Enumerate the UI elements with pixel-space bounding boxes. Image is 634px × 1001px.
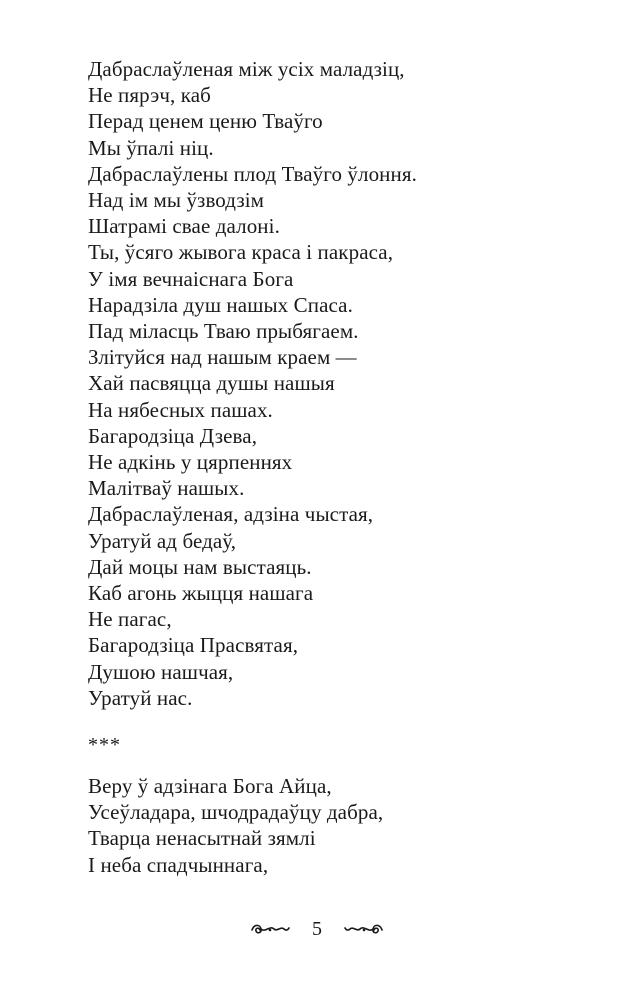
poem-line: Пад міласць Тваю прыбягаем. <box>88 319 359 344</box>
poem-line: Злітуйся над нашым краем — <box>88 345 357 370</box>
poem-line: Не пярэч, каб <box>88 83 211 108</box>
poem-line: Мы ўпалі ніц. <box>88 135 214 160</box>
poem-first <box>88 56 588 711</box>
page-footer <box>0 914 634 944</box>
poem-line: Дабраслаўлены плод Тваўго ўлоння. <box>88 161 417 186</box>
poem-second <box>88 773 588 878</box>
poem-line: Шатрамі свае далоні. <box>88 214 280 239</box>
poem-line: Малітваў нашых. <box>88 476 245 501</box>
poem-line: Каб агонь жыцця нашага <box>88 581 314 606</box>
poem-line: Веру ў адзінага Бога Айца, <box>88 774 332 798</box>
poem-line: Дай моцы нам выстаяць. <box>88 554 312 579</box>
poem-line: Ты, ўсяго жывога краса і пакраса, <box>88 240 394 265</box>
poem-line: Уратуй ад бедаў, <box>88 528 237 553</box>
page-number: 5 <box>312 918 322 940</box>
poem-line: Усеўладара, шчодрадаўцу дабра, <box>88 800 384 825</box>
scroll-ornament-icon <box>250 921 290 937</box>
poem-line: У імя вечнаіснага Бога <box>88 266 294 291</box>
poem-line: Тварца ненасытнай зямлі <box>88 826 316 851</box>
poem-line: Нарадзіла душ нашых Спаса. <box>88 292 353 317</box>
section-separator: *** <box>88 734 121 756</box>
poem-line: Над ім мы ўзводзім <box>88 188 265 213</box>
poem-line: І неба спадчыннага, <box>88 852 269 877</box>
poem-line: Уратуй нас. <box>88 685 193 710</box>
poem-line: Дабраслаўленая між усіх маладзіц, <box>88 57 405 81</box>
poem-line: Не пагас, <box>88 607 172 632</box>
poem-line: Хай пасвяцца душы нашыя <box>88 371 335 396</box>
scroll-ornament-icon <box>344 921 384 937</box>
poem-line: Душою нашчая, <box>88 659 234 684</box>
poem-line: Перад ценем ценю Тваўго <box>88 109 323 134</box>
poem-line: Дабраслаўленая, адзіна чыстая, <box>88 502 374 527</box>
poem-line: На нябесных пашах. <box>88 397 273 422</box>
poem-line: Багародзіца Дзева, <box>88 423 258 448</box>
poem-line: Не адкінь у цярпеннях <box>88 450 293 475</box>
poem-line: Багародзіца Прасвятая, <box>88 633 299 658</box>
